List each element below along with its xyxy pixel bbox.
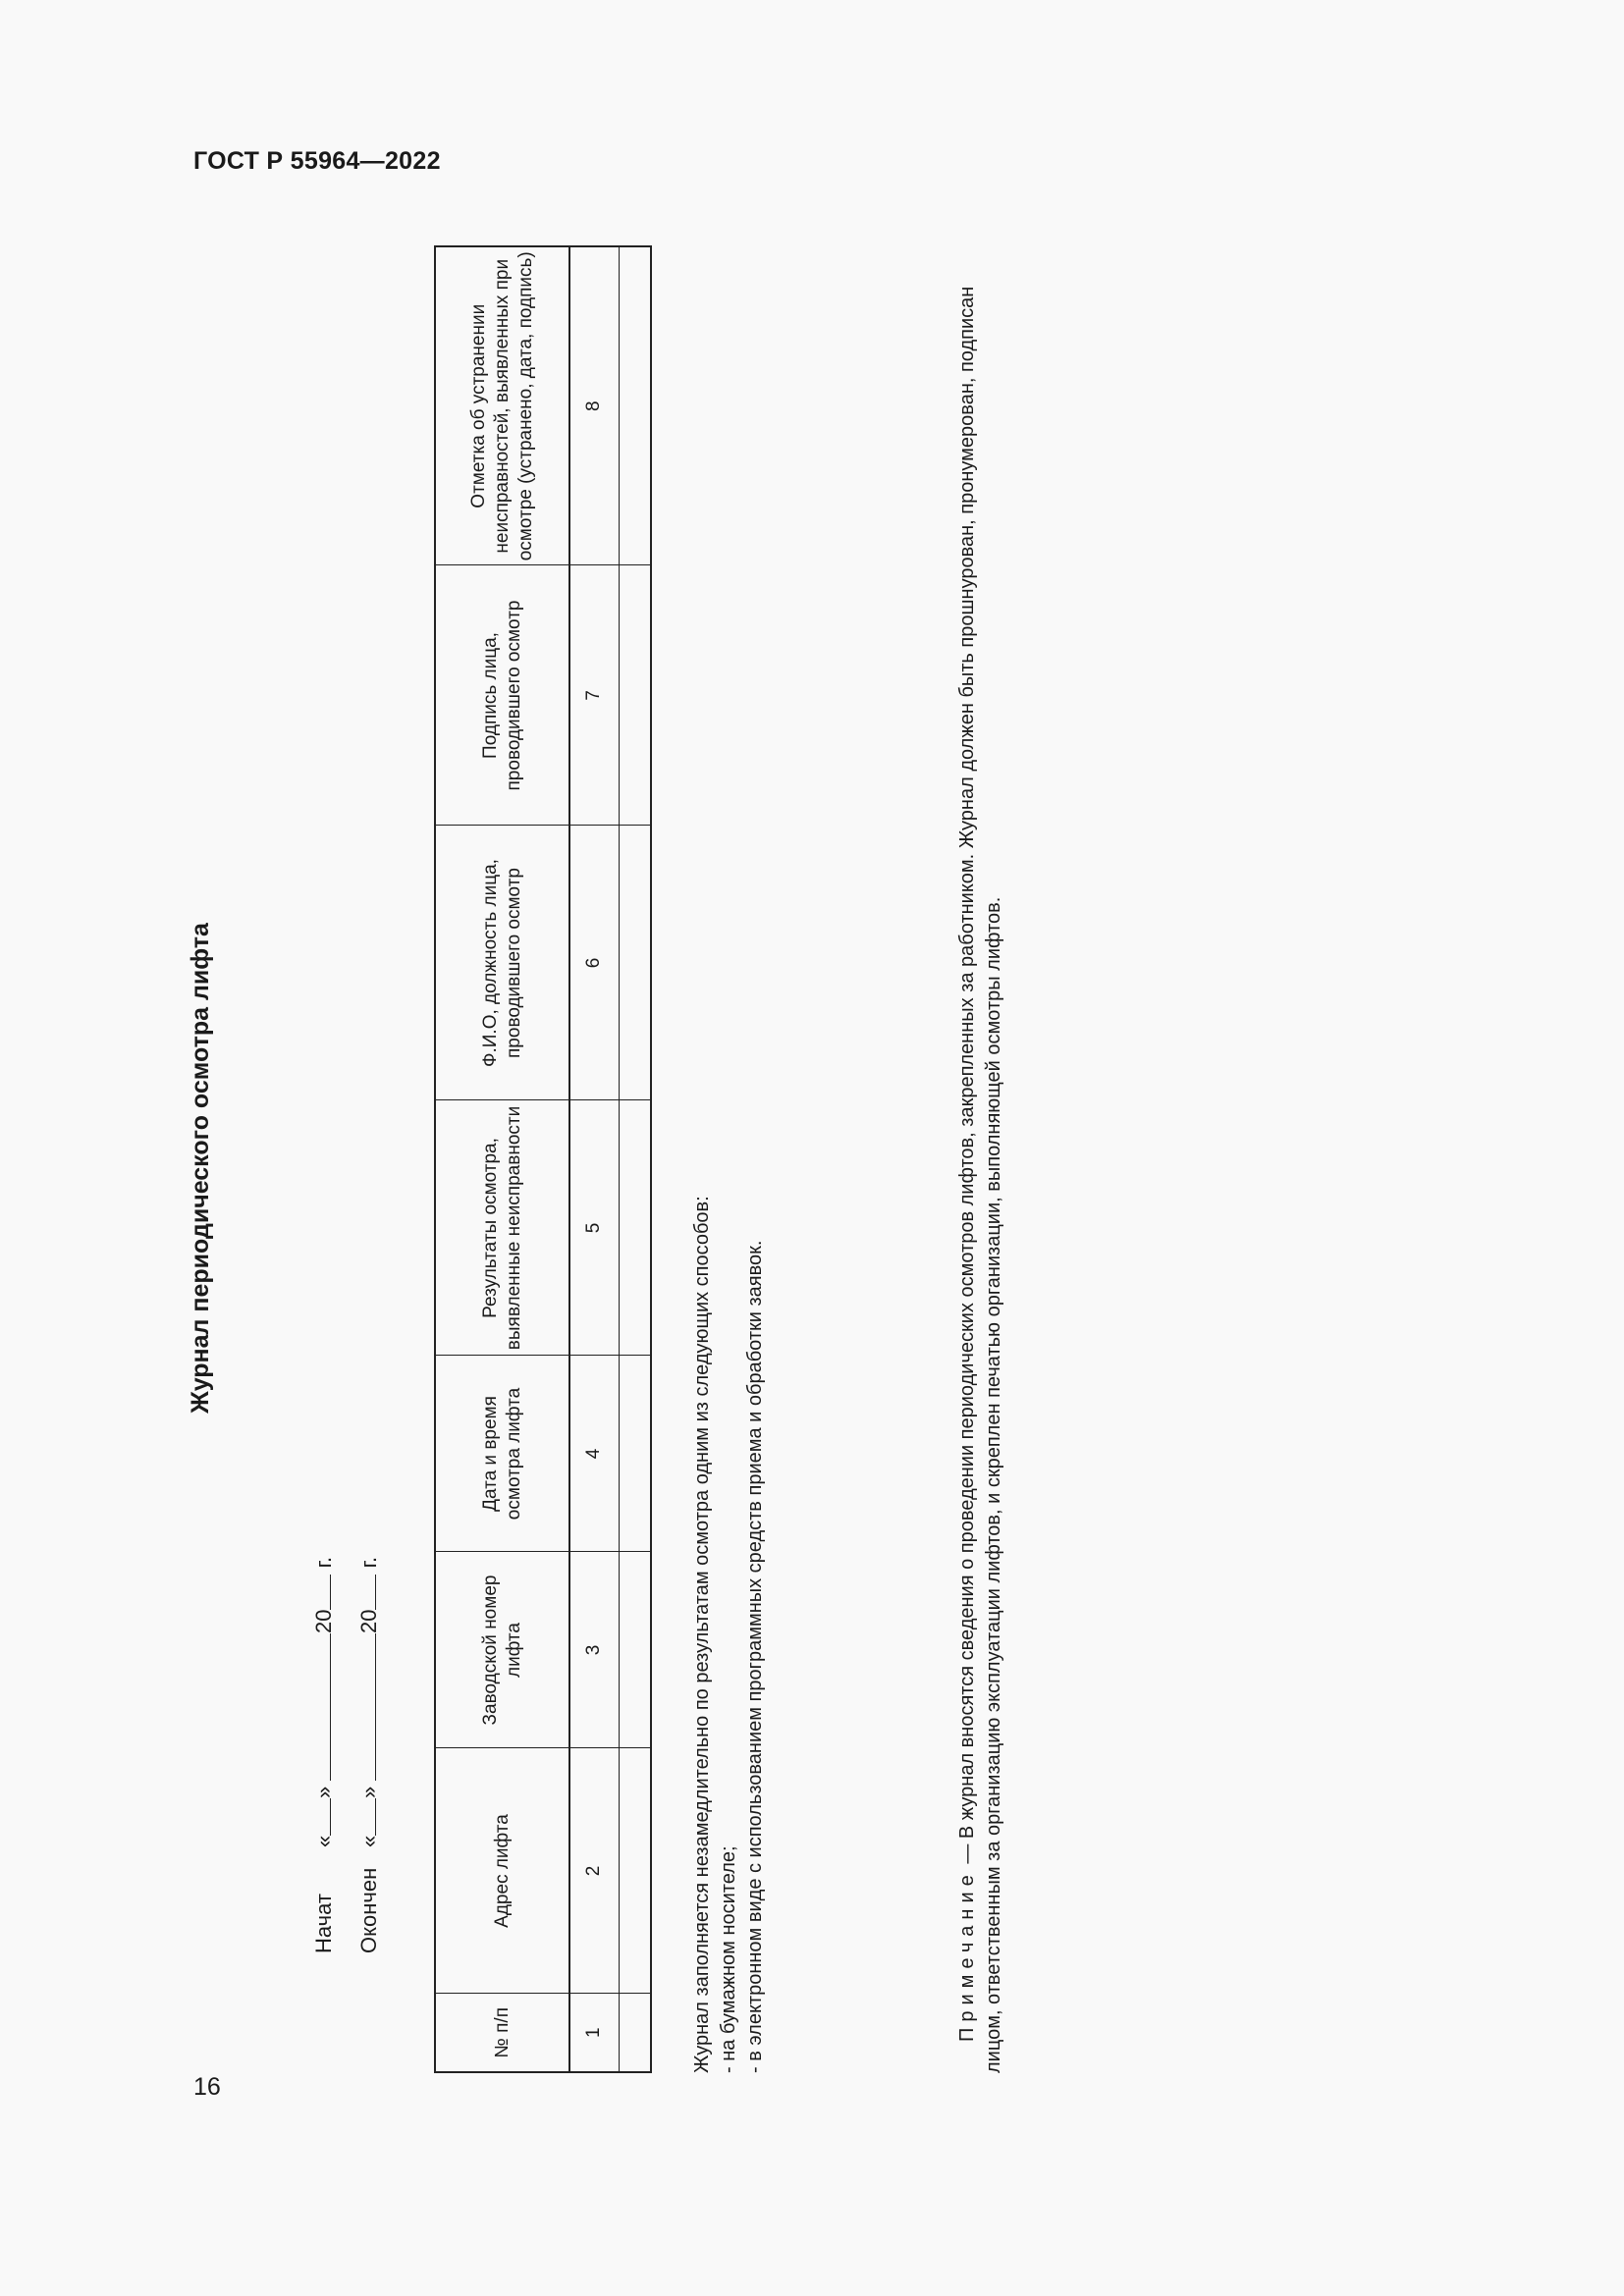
month-blank <box>310 1633 331 1781</box>
empty-cell <box>619 565 651 826</box>
day-blank <box>310 1798 331 1836</box>
number-cell: 3 <box>569 1552 619 1748</box>
number-cell: 6 <box>569 826 619 1100</box>
header-cell: Ф.И.О, должность лица, проводившего осмотр <box>435 826 569 1100</box>
year-suffix: г. <box>311 1556 336 1569</box>
number-cell: 5 <box>569 1100 619 1356</box>
day-blank <box>355 1798 376 1836</box>
end-date-line <box>355 1557 382 1953</box>
quote-close: » <box>356 1786 381 1798</box>
empty-cell <box>619 1552 651 1748</box>
header-cell: Подпись лица, проводившего осмотр <box>435 565 569 826</box>
empty-cell <box>619 246 651 565</box>
header-cell: Результаты осмотра, выявленные неисправности <box>435 1100 569 1356</box>
note-label: Примечание <box>956 1869 978 2042</box>
year-blank <box>310 1575 331 1610</box>
start-date-line <box>310 1557 337 1953</box>
table-empty-row <box>619 246 651 2072</box>
document-code: ГОСТ Р 55964—2022 <box>193 147 441 175</box>
journal-title: Журнал периодического осмотра лифта <box>187 923 214 1414</box>
header-cell: № п/п <box>435 1994 569 2072</box>
table-header-row <box>435 246 569 2072</box>
header-cell: Заводской номер лифта <box>435 1552 569 1748</box>
note-paragraph <box>954 238 1007 2073</box>
header-cell: Адрес лифта <box>435 1748 569 1994</box>
start-label: Начат <box>311 1894 336 1953</box>
page-number: 16 <box>193 2073 221 2101</box>
number-cell: 1 <box>569 1994 619 2072</box>
empty-cell <box>619 1748 651 1994</box>
quote-open: « <box>356 1835 381 1847</box>
year-suffix: г. <box>356 1556 381 1569</box>
fill-method-item: - в электронном виде с использованием программных средств приема и обработки заявок. <box>744 1240 766 2073</box>
quote-open: « <box>311 1835 336 1847</box>
month-blank <box>355 1633 376 1781</box>
note-text: — В журнал вносятся сведения о проведении периодических осмотров лифтов, закрепленных за работником. Журнал должен быть прошнурован, пронумерован, подписан лицом, ответственным за организацию эксплуатации лифтов, и скреплен печатью организации, выполняющей осмотры лифтов. <box>956 286 1004 2073</box>
landscape-content <box>187 236 1070 2081</box>
end-label: Окончен <box>356 1867 381 1953</box>
year-prefix: 20 <box>356 1609 381 1633</box>
header-cell: Дата и время осмотра лифта <box>435 1356 569 1552</box>
empty-cell <box>619 826 651 1100</box>
empty-cell <box>619 1994 651 2072</box>
year-blank <box>355 1575 376 1610</box>
journal-table <box>434 245 652 2073</box>
number-cell: 4 <box>569 1356 619 1552</box>
empty-cell <box>619 1356 651 1552</box>
year-prefix: 20 <box>311 1609 336 1633</box>
header-cell: Отметка об устранении неисправностей, выявленных при осмотре (устранено, дата, подпись) <box>435 246 569 565</box>
fill-method-item: - на бумажном носителе; <box>718 1845 739 2073</box>
number-cell: 8 <box>569 246 619 565</box>
quote-close: » <box>311 1786 336 1798</box>
table-number-row <box>569 246 619 2072</box>
number-cell: 2 <box>569 1748 619 1994</box>
number-cell: 7 <box>569 565 619 826</box>
empty-cell <box>619 1100 651 1356</box>
fill-methods-intro: Журнал заполняется незамедлительно по результатам осмотра одним из следующих способов: <box>691 1196 713 2073</box>
